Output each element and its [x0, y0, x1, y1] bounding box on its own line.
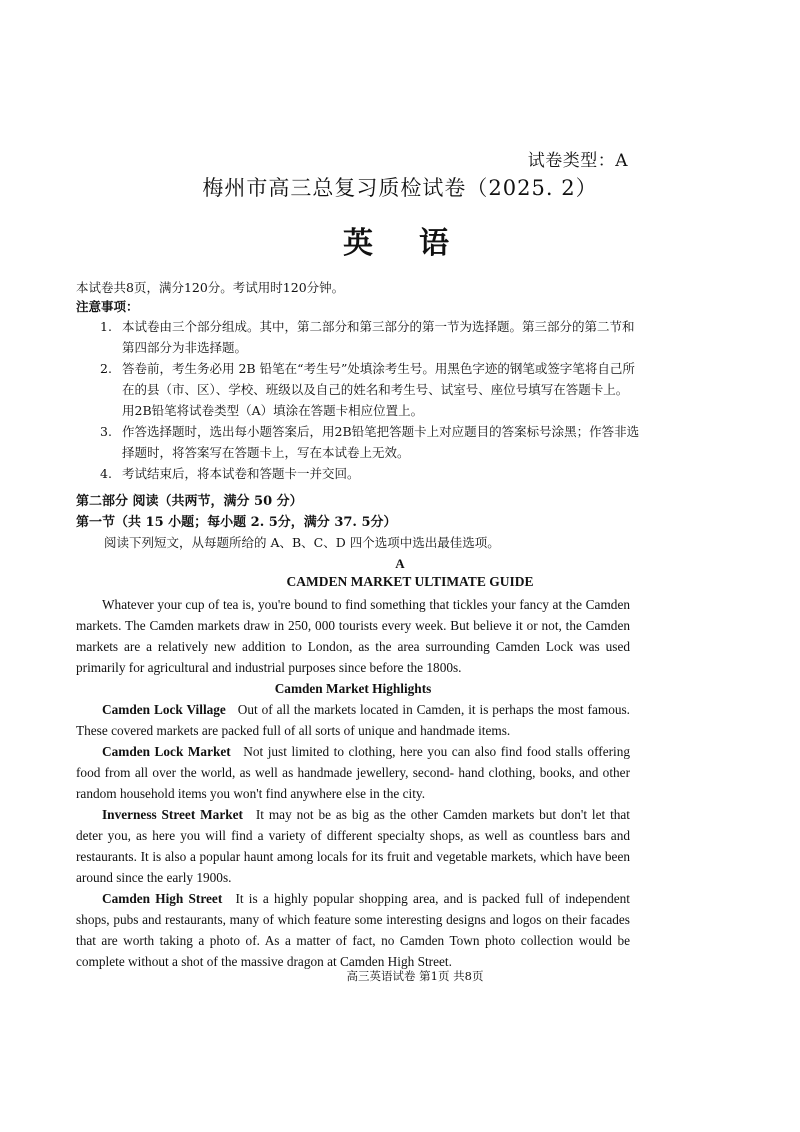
exam-title: 梅州市高三总复习质检试卷（2025. 2） — [202, 176, 598, 200]
note-text: 答卷前，考生务必用 2B 铅笔在“考生号”处填涂考生号。用黑色字迹的钢笔或签字笔将自己所在的县（市、区）、学校、班级以及自己的姓名和考生号、试室号、座位号填写在答题卡上。用2B铅笔将试卷类型（A）填涂在答题卡相应位置上。 — [122, 361, 635, 418]
entry-text: Out of all the markets located in Camden, it is perhaps the most famous. These covered markets are packed full of all sorts of unique and handmade items. — [76, 702, 631, 738]
page-footer: 高三英语试卷 第1页 共8页 — [346, 969, 484, 983]
note-number: 3. — [100, 424, 112, 439]
note-number: 1. — [100, 319, 112, 334]
entry-title: Inverness Street Market — [102, 807, 243, 822]
highlights-heading: Camden Market Highlights — [274, 681, 432, 696]
paper-type: 试卷类型：A — [527, 151, 628, 171]
entry-title: Camden High Street — [102, 891, 223, 906]
entry-text: It may not be as big as the other Camden markets but don't let that deter you, as here you will find a variety of different specialty shops, as well as countless bars and restaurants. It is also a popular haunt among locals for its fruit and vegetable markets, which have been around since the early 1900s. — [76, 807, 631, 885]
notes-title: 注意事项： — [76, 299, 139, 314]
subject-title: 英语 — [343, 226, 495, 261]
part-heading: 第二部分 阅读（共两节，满分 50 分） — [76, 494, 303, 509]
note-text: 本试卷由三个部分组成。其中，第二部分和第三部分的第一节为选择题。第三部分的第二节和第四部分为非选择题。 — [122, 319, 635, 355]
notes-list — [100, 316, 640, 484]
section-heading: 第一节（共 15 小题；每小题 2. 5分，满分 37. 5分） — [76, 515, 397, 530]
entry-title: Camden Lock Market — [102, 744, 231, 759]
passage-entry — [76, 741, 630, 804]
passage-title: CAMDEN MARKET ULTIMATE GUIDE — [286, 574, 534, 589]
note-number: 4. — [100, 466, 112, 481]
entry-text: Not just limited to clothing, here you can also find food stalls offering food from all over the world, as well as handmade jewellery, second- hand clothing, books, and other random household items you won't find anywhere else in the city. — [76, 744, 631, 801]
entry-title: Camden Lock Village — [102, 702, 226, 717]
passage-intro: Whatever your cup of tea is, you're bound to find something that tickles your fancy at the Camden markets. The Camden markets draw in 250, 000 tourists every week. But believe it or not, the Camden markets are a relatively new addition to London, as the area surrounding Camden Lock was used primarily for agricultural and industrial purposes since before the 1800s. — [76, 597, 630, 675]
entry-text: It is a highly popular shopping area, and is packed full of independent shops, pubs and restaurants, many of which feature some interesting designs and logos on their facades that are worth taking a photo of. As a matter of fact, no Camden Town photo collection would be complete without a shot of the massive dragon at Camden High Street. — [76, 891, 630, 969]
note-item — [100, 421, 640, 463]
note-item — [100, 358, 640, 421]
note-number: 2. — [100, 361, 112, 376]
passage-body — [76, 594, 630, 972]
passage-entry — [76, 804, 630, 888]
passage-entry — [76, 888, 630, 972]
exam-meta: 本试卷共8页，满分120分。考试用时120分钟。 — [76, 280, 345, 295]
passage-entry — [76, 699, 630, 741]
reading-instruction: 阅读下列短文，从每题所给的 A、B、C、D 四个选项中选出最佳选项。 — [104, 535, 500, 550]
note-item — [100, 316, 640, 358]
note-text: 考试结束后，将本试卷和答题卡一并交回。 — [122, 466, 360, 481]
passage-letter: A — [395, 556, 405, 571]
note-item — [100, 463, 640, 484]
note-text: 作答选择题时，选出每小题答案后，用2B铅笔把答题卡上对应题目的答案标号涂黑；作答非选择题时，将答案写在答题卡上，写在本试卷上无效。 — [122, 424, 640, 460]
